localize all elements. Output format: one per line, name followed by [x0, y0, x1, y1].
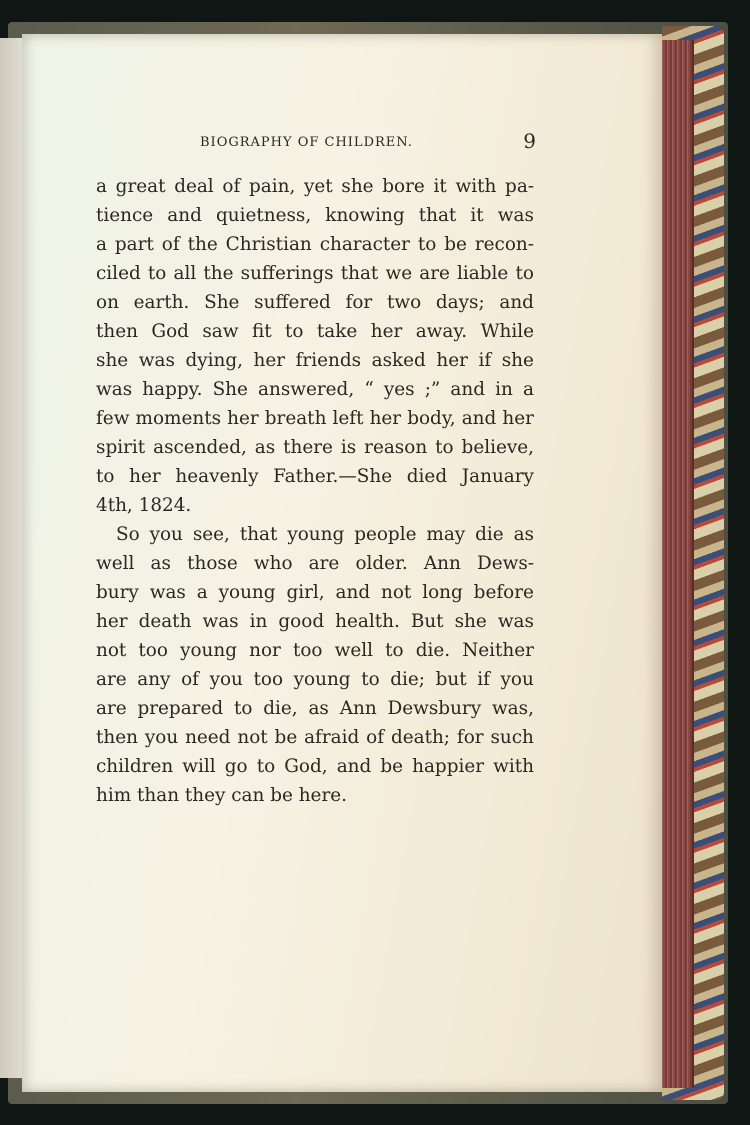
text-line: are prepared to die, as Ann Dewsbury was, [96, 698, 534, 719]
running-head: BIOGRAPHY OF CHILDREN. [200, 135, 413, 150]
text-line: him than they can be here. [96, 785, 347, 806]
paragraph [96, 172, 534, 520]
text-line: tience and quietness, knowing that it was [96, 205, 534, 226]
text-line: then you need not be afraid of death; for such [96, 727, 534, 748]
text-line: she was dying, her friends asked her if she [96, 350, 534, 371]
body-text [96, 172, 534, 810]
text-line: ciled to all the sufferings that we are liable to [96, 263, 534, 284]
text-line: 4th, 1824. [96, 495, 192, 516]
text-line: are any of you too young to die; but if you [96, 669, 534, 690]
text-line: bury was a young girl, and not long before [96, 582, 534, 603]
text-line: not too young nor too well to die. Neither [96, 640, 534, 661]
page-number: 9 [523, 129, 536, 153]
text-line: to her heavenly Father.—She died January [96, 466, 534, 487]
text-line: a great deal of pain, yet she bore it with pa- [96, 176, 534, 197]
text-line: was happy. She answered, “ yes ;” and in a [96, 379, 534, 400]
text-line: few moments her breath left her body, and her [96, 408, 534, 429]
text-line: her death was in good health. But she was [96, 611, 534, 632]
text-line: well as those who are older. Ann Dews- [96, 553, 534, 574]
text-line: children will go to God, and be happier with [96, 756, 534, 777]
paragraph [96, 520, 534, 810]
text-line: a part of the Christian character to be recon- [96, 234, 534, 255]
text-line: on earth. She suffered for two days; and [96, 292, 534, 313]
text-line: then God saw fit to take her away. While [96, 321, 534, 342]
text-line: So you see, that young people may die as [116, 524, 534, 545]
text-line: spirit ascended, as there is reason to believe, [96, 437, 534, 458]
